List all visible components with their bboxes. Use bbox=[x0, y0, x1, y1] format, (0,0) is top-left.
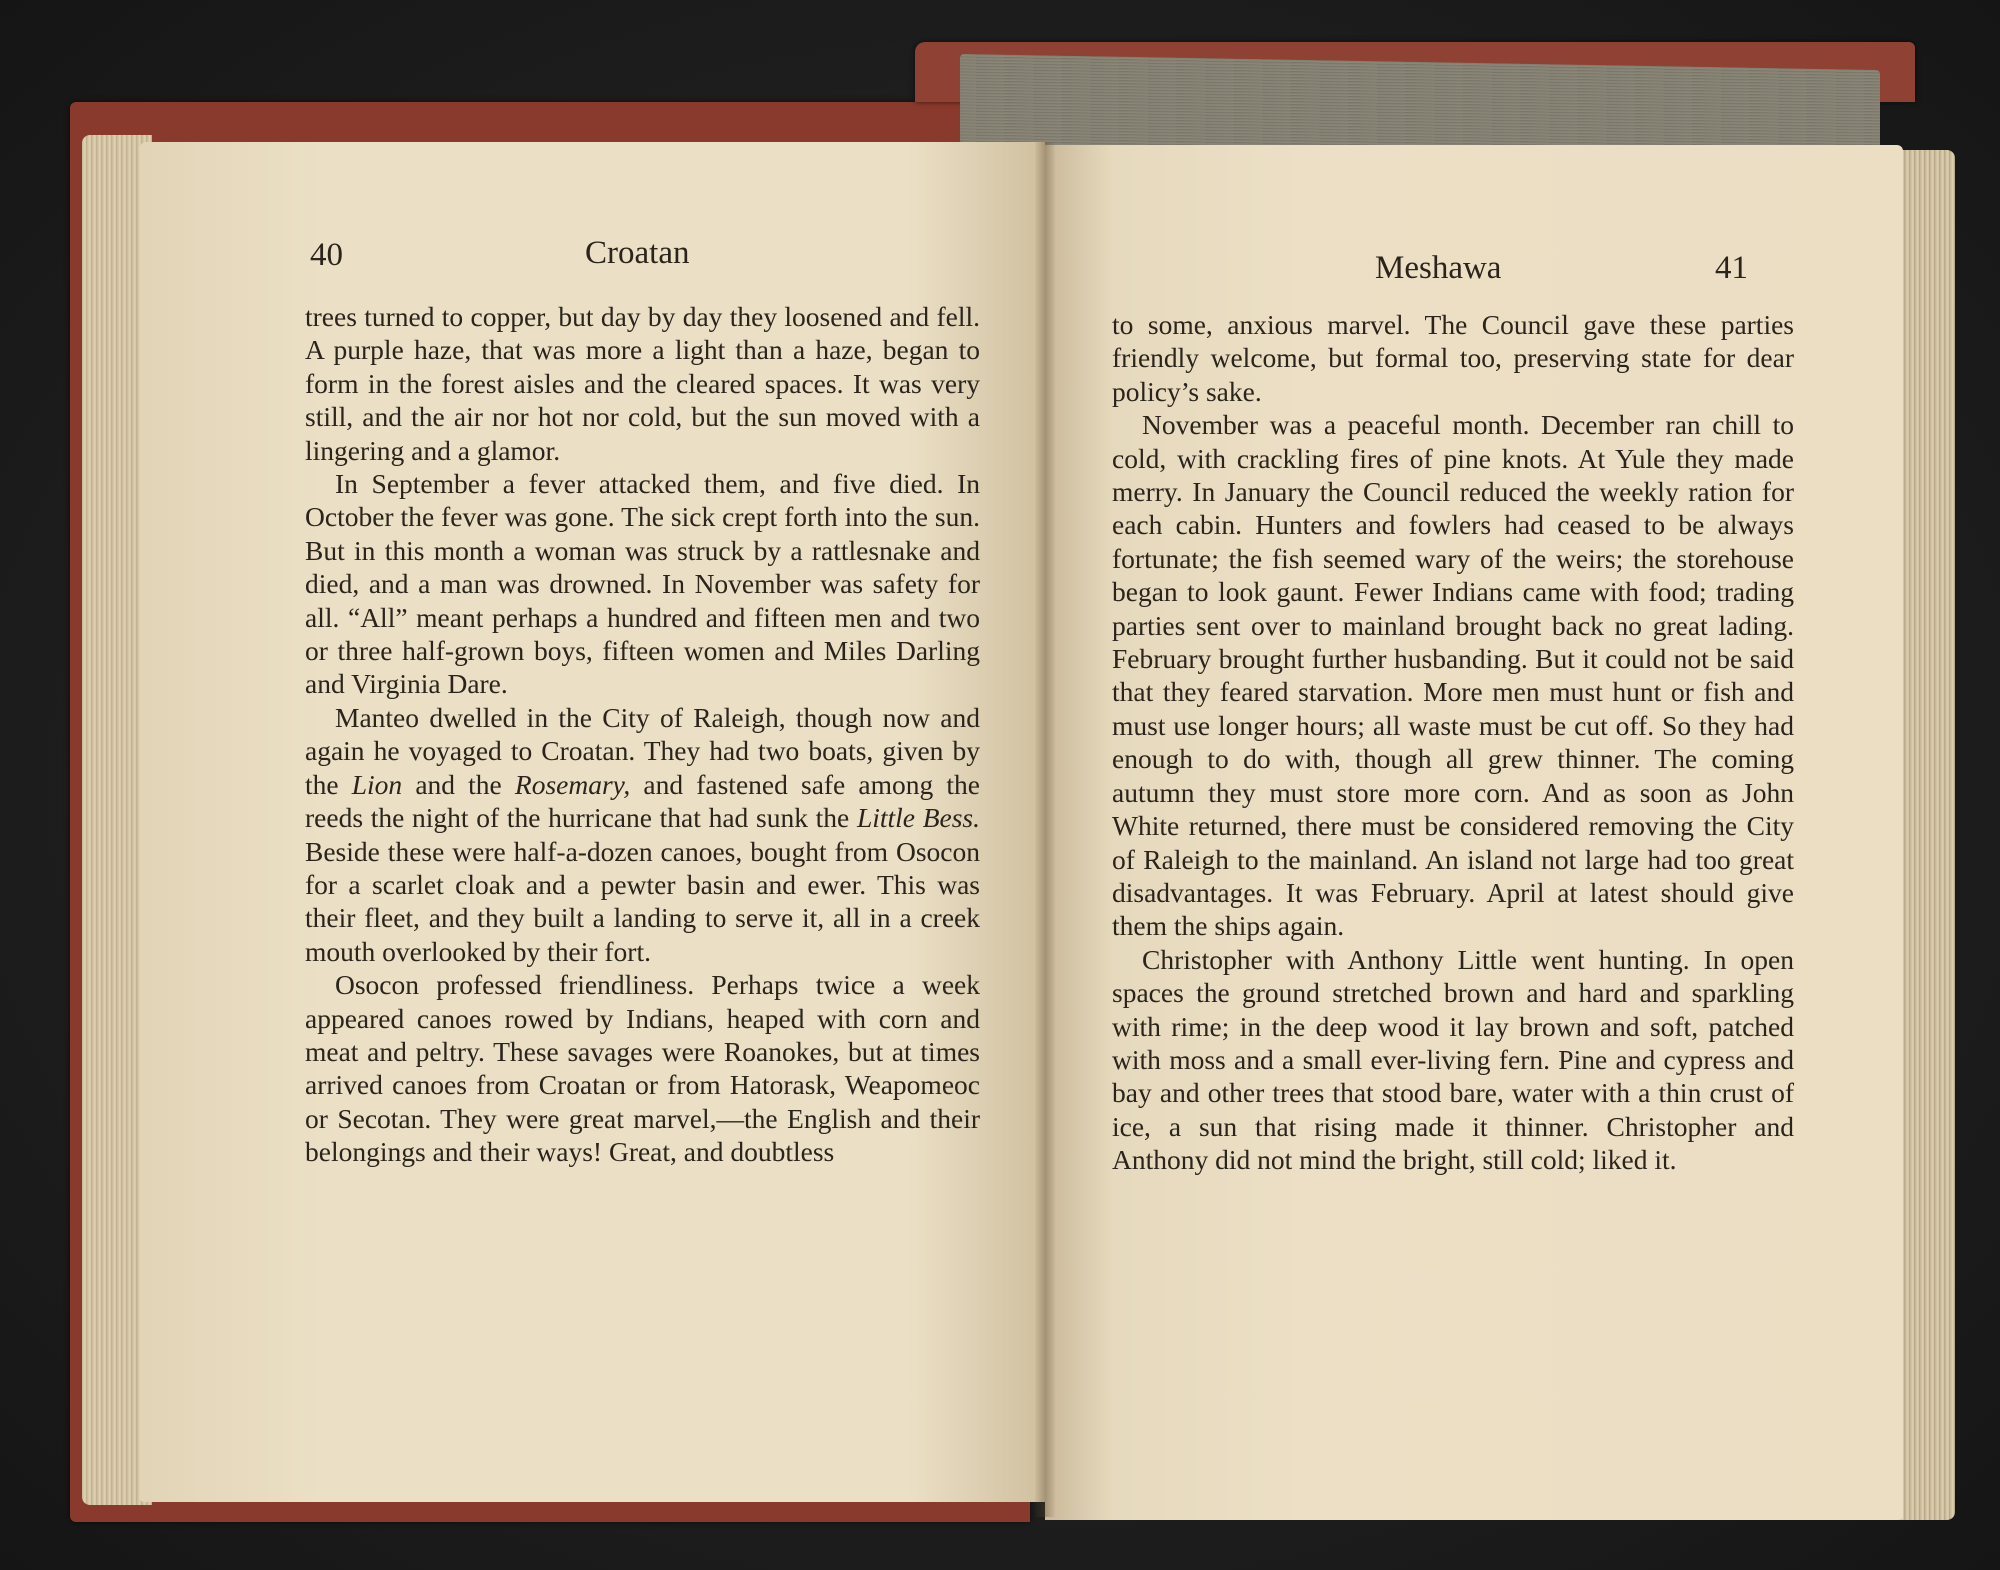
paragraph bbox=[1112, 408, 1794, 943]
italic-text: Lion bbox=[351, 768, 403, 800]
left-page-body bbox=[305, 300, 980, 1169]
text-segment: Osocon professed friendliness. Perhaps twice a week appeared canoes rowed by Indians, heaped with corn and meat and peltry. These savages were Roanokes, but at times arrived canoes from Croatan or from Hatorask, Weapomeoc or Secotan. They were great marvel,—the English and their belongings and their ways! Great, and doubtless bbox=[305, 969, 980, 1168]
text-segment: and the bbox=[402, 768, 515, 800]
text-segment: to some, anxious marvel. The Council gave these parties friendly welcome, but formal too, preserving state for dear policy’s sake. bbox=[1112, 309, 1794, 407]
paragraph bbox=[1112, 943, 1794, 1177]
paragraph bbox=[305, 467, 980, 701]
gutter-shadow bbox=[1035, 142, 1055, 1517]
right-running-head: Meshawa bbox=[1375, 250, 1502, 286]
left-page-number: 40 bbox=[310, 237, 343, 273]
right-page-number: 41 bbox=[1715, 250, 1748, 286]
paragraph bbox=[1112, 308, 1794, 408]
paragraph bbox=[305, 701, 980, 968]
text-segment: November was a peaceful month. December ran chill to cold, with crackling fires of pine knots. At Yule they made merry. In January the Council reduced the weekly ration for each cabin. Hunters and fowlers had ceased to be always fortunate; the fish seemed wary of the weirs; the storehouse began to look gaunt. Fewer Indians came with food; trading parties sent over to mainland brought back no great lading. February brought further husbanding. But it could not be said that they feared starvation. More men must hunt or fish and must use longer hours; all waste must be cut off. So they had enough to do with, though all grew thinner. The coming autumn they must store more corn. And as soon as John White returned, there must be considered removing the City of Raleigh to the mainland. An island not large had too great disadvantages. It was February. April at latest should give them the ships again. bbox=[1112, 409, 1794, 942]
paragraph bbox=[305, 968, 980, 1168]
left-page bbox=[140, 142, 1045, 1502]
right-page-edges bbox=[1900, 150, 1955, 1520]
left-running-head: Croatan bbox=[585, 235, 690, 271]
text-segment: Beside these were half-a-dozen canoes, bought from Osocon for a scarlet cloak and a pewter basin and ewer. This was their fleet, and they built a landing to serve it, all in a creek mouth overlooked by their fort. bbox=[305, 835, 980, 967]
text-segment: Manteo dwelled in the City of Raleigh, though now and again he voyaged to Croatan. They had two boats, given by the bbox=[305, 701, 980, 800]
italic-text: Rosemary, bbox=[514, 768, 631, 800]
text-segment: In September a fever attacked them, and five died. In October the fever was gone. The sick crept forth into the sun. But in this month a woman was struck by a rattlesnake and died, and a man was drowned. In November was safety for all. “All” meant perhaps a hundred and fifteen men and two or three half-grown boys, fifteen women and Miles Darling and Virginia Dare. bbox=[305, 468, 980, 700]
right-page-body bbox=[1112, 308, 1794, 1177]
text-segment: Christopher with Anthony Little went hunting. In open spaces the ground stretched brown and hard and sparkling with rime; in the deep wood it lay brown and soft, patched with moss and a small ever-living fern. Pine and cypress and bay and other trees that stood bare, water with a thin crust of ice, a sun that rising made it thinner. Christopher and Anthony did not mind the bright, still cold; liked it. bbox=[1112, 943, 1794, 1176]
text-segment: and fastened safe among the reeds the night of the hurricane that had sunk the bbox=[305, 768, 980, 834]
right-page bbox=[1045, 145, 1903, 1520]
text-segment: trees turned to copper, but day by day they loosened and fell. A purple haze, that was more a light than a haze, began to form in the forest aisles and the cleared spaces. It was very still, and the air nor hot nor cold, but the sun moved with a lingering and a glamor. bbox=[305, 301, 980, 466]
italic-text: Little Bess. bbox=[856, 802, 980, 834]
paragraph bbox=[305, 300, 980, 467]
